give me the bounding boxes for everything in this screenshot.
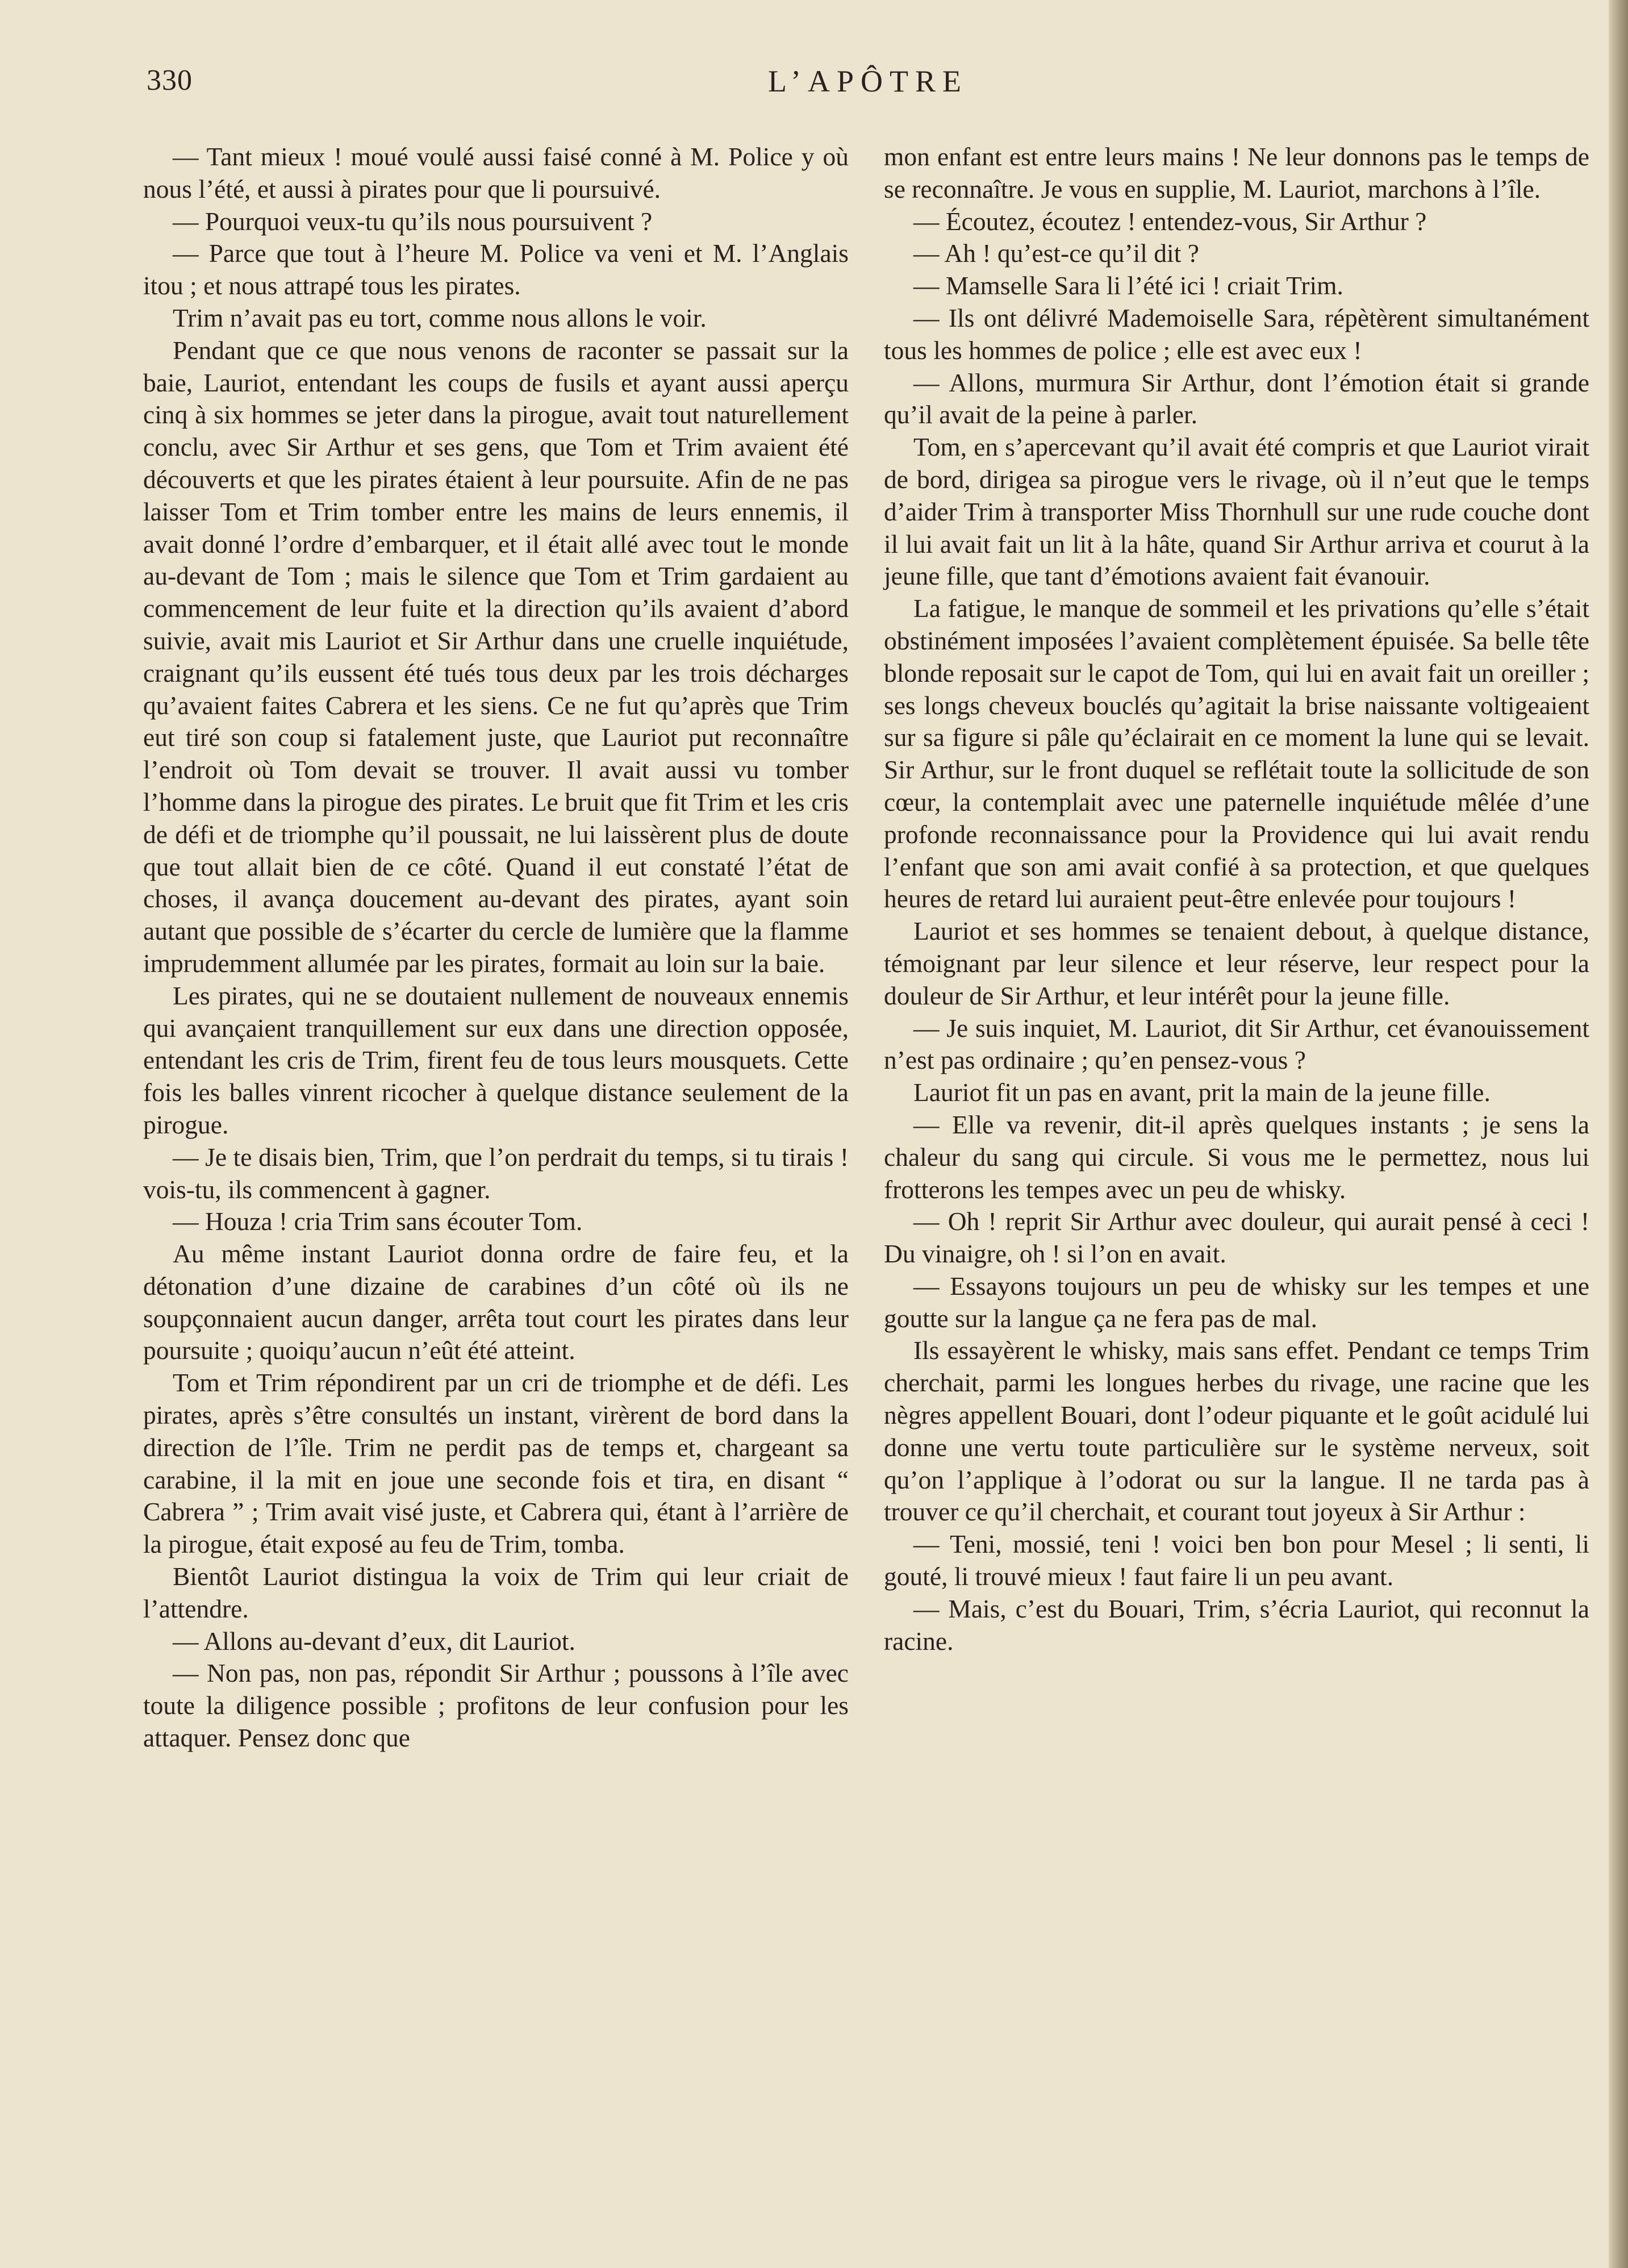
paragraph: — Essayons toujours un peu de whisky sur les tempes et une goutte sur la langue ça ne fera pas de mal. bbox=[884, 1271, 1589, 1333]
paragraph: Les pirates, qui ne se doutaient nullement de nouveaux ennemis qui avançaient tranquillement sur eux dans une direction opposée, entendant les cris de Trim, firent feu de tous leurs mousquets. Cette fois les balles vinrent ricocher à quelque distance seulement de la pirogue. bbox=[143, 981, 849, 1139]
paragraph: — Oh ! reprit Sir Arthur avec douleur, qui aurait pensé à ceci ! Du vinaigre, oh ! si l’on en avait. bbox=[884, 1207, 1589, 1269]
paragraph-continuation: mon enfant est entre leurs mains ! Ne leur donnons pas le temps de se reconnaître. Je vous en supplie, M. Lauriot, marchons à l’île. bbox=[884, 142, 1589, 203]
text-column-right bbox=[884, 141, 1589, 1657]
book-title: L’APÔTRE bbox=[767, 64, 969, 98]
paragraph: — Teni, mossié, teni ! voici ben bon pour Mesel ; li senti, li gouté, li trouvé mieux ! faut faire li un peu avant. bbox=[884, 1529, 1589, 1591]
paragraph: La fatigue, le manque de sommeil et les privations qu’elle s’était obstinément imposées l’avaient complètement épuisée. Sa belle tête blonde reposait sur le capot de Tom, qui lui en avait fait un oreiller ; ses longs cheveux bouclés qu’agitait la brise naissante voltigeaient sur sa figure si pâle qu’éclairait en ce moment la lune qui se levait. Sir Arthur, sur le front duquel se reflétait toute la sollicitude de son cœur, la contemplait avec une paternelle inquiétude mêlée d’une profonde reconnaissance pour la Providence qui lui avait rendu l’enfant que son ami avait confié à sa protection, et que quelques heures de retard lui auraient peut-être enlevée pour toujours ! bbox=[884, 594, 1589, 914]
paragraph: — Mais, c’est du Bouari, Trim, s’écria Lauriot, qui reconnut la racine. bbox=[884, 1594, 1589, 1656]
page-edge bbox=[1609, 0, 1628, 2268]
paragraph: Au même instant Lauriot donna ordre de faire feu, et la détonation d’une dizaine de carabines d’un côté où ils ne soupçonnaient aucun danger, arrêta tout court les pirates dans leur poursuite ; quoiqu’aucun n’eût été atteint. bbox=[143, 1239, 849, 1365]
paragraph: Bientôt Lauriot distingua la voix de Trim qui leur criait de l’attendre. bbox=[143, 1562, 849, 1623]
paragraph: — Ah ! qu’est-ce qu’il dit ? bbox=[913, 239, 1199, 268]
paragraph: — Pourquoi veux-tu qu’ils nous poursuivent ? bbox=[173, 206, 653, 236]
running-head bbox=[147, 64, 1589, 109]
paragraph: — Non pas, non pas, répondit Sir Arthur ; poussons à l’île avec toute la diligence possible ; profitons de leur confusion pour les attaquer. Pensez donc que bbox=[143, 1658, 849, 1753]
paragraph: — Parce que tout à l’heure M. Police va veni et M. l’Anglais itou ; et nous attrapé tous les pirates. bbox=[143, 239, 849, 301]
paragraph: Lauriot fit un pas en avant, prit la main de la jeune fille. bbox=[913, 1078, 1491, 1107]
paragraph: — Mamselle Sara li l’été ici ! criait Trim. bbox=[913, 271, 1343, 301]
paragraph: — Allons au-devant d’eux, dit Lauriot. bbox=[173, 1626, 575, 1656]
paragraph: — Houza ! cria Trim sans écouter Tom. bbox=[173, 1207, 583, 1236]
paragraph: — Je suis inquiet, M. Lauriot, dit Sir Arthur, cet évanouissement n’est pas ordinaire ; qu’en pensez-vous ? bbox=[884, 1013, 1589, 1075]
paragraph: — Écoutez, écoutez ! entendez-vous, Sir Arthur ? bbox=[913, 206, 1427, 236]
text-column-left bbox=[143, 141, 849, 1754]
paragraph: Trim n’avait pas eu tort, comme nous allons le voir. bbox=[173, 303, 707, 332]
paragraph: Tom et Trim répondirent par un cri de triomphe et de défi. Les pirates, après s’être consultés un instant, virèrent de bord dans la direction de l’île. Trim ne perdit pas de temps et, chargeant sa carabine, il la mit en joue une seconde fois et tira, en disant “ Cabrera ” ; Trim avait visé juste, et Cabrera qui, étant à l’arrière de la pirogue, était exposé au feu de Trim, tomba. bbox=[143, 1368, 849, 1559]
paragraph: — Elle va revenir, dit-il après quelques instants ; je sens la chaleur du sang qui circule. Si vous me le permettez, nous lui frotterons les tempes avec un peu de whisky. bbox=[884, 1110, 1589, 1204]
paragraph: — Je te disais bien, Trim, que l’on perdrait du temps, si tu tirais ! vois-tu, ils commencent à gagner. bbox=[143, 1142, 849, 1204]
paragraph: Ils essayèrent le whisky, mais sans effet. Pendant ce temps Trim cherchait, parmi les longues herbes du rivage, une racine que les nègres appellent Bouari, dont l’odeur piquante et le goût acidulé lui donne une vertu toute particulière sur le système nerveux, soit qu’on l’applique à l’odorat ou sur la langue. Il ne tarda pas à trouver ce qu’il cherchait, et courant tout joyeux à Sir Arthur : bbox=[884, 1336, 1589, 1527]
paragraph: Tom, en s’apercevant qu’il avait été compris et que Lauriot virait de bord, dirigea sa pirogue vers le rivage, où il n’eut que le temps d’aider Trim à transporter Miss Thornhull sur une rude couche dont il lui avait fait un lit à la hâte, quand Sir Arthur arriva et courut à la jeune fille, que tant d’émotions avaient fait évanouir. bbox=[884, 432, 1589, 591]
paragraph: — Ils ont délivré Mademoiselle Sara, répètèrent simultanément tous les hommes de police ; elle est avec eux ! bbox=[884, 303, 1589, 365]
paragraph: Pendant que ce que nous venons de raconter se passait sur la baie, Lauriot, entendant les coups de fusils et ayant aussi aperçu cinq à six hommes se jeter dans la pirogue, avait tout naturellement conclu, avec Sir Arthur et ses gens, que Tom et Trim avaient été découverts et que les pirates étaient à leur poursuite. Afin de ne pas laisser Tom et Trim tomber entre les mains de leurs ennemis, il avait donné l’ordre d’embarquer, et il était allé avec tout le monde au-devant de Tom ; mais le silence que Tom et Trim gardaient au commencement de leur fuite et la direction qu’ils avaient d’abord suivie, avait mis Lauriot et Sir Arthur dans une cruelle inquiétude, craignant qu’ils eussent été tués tous deux par les trois décharges qu’avaient faites Cabrera et les siens. Ce ne fut qu’après que Trim eut tiré son coup si fatalement juste, que Lauriot put reconnaître l’endroit où Tom devait se trouver. Il avait aussi vu tomber l’homme dans la pirogue des pirates. Le bruit que fit Trim et les cris de défi et de triomphe qu’il poussait, ne lui laissèrent plus de doute que tout allait bien de ce côté. Quand il eut constaté l’état de choses, il avança doucement au-devant des pirates, ayant soin autant que possible de s’écarter du cercle de lumière que la flamme imprudemment allumée par les pirates, formait au loin sur la baie. bbox=[143, 335, 849, 978]
paragraph: Lauriot et ses hommes se tenaient debout, à quelque distance, témoignant par leur silence et leur réserve, leur respect pour la douleur de Sir Arthur, et leur intérêt pour la jeune fille. bbox=[884, 916, 1589, 1010]
page-number: 330 bbox=[147, 64, 193, 97]
paragraph: — Allons, murmura Sir Arthur, dont l’émotion était si grande qu’il avait de la peine à parler. bbox=[884, 368, 1589, 430]
paragraph: — Tant mieux ! moué voulé aussi faisé conné à M. Police y où nous l’été, et aussi à pirates pour que li poursuivé. bbox=[143, 142, 849, 203]
